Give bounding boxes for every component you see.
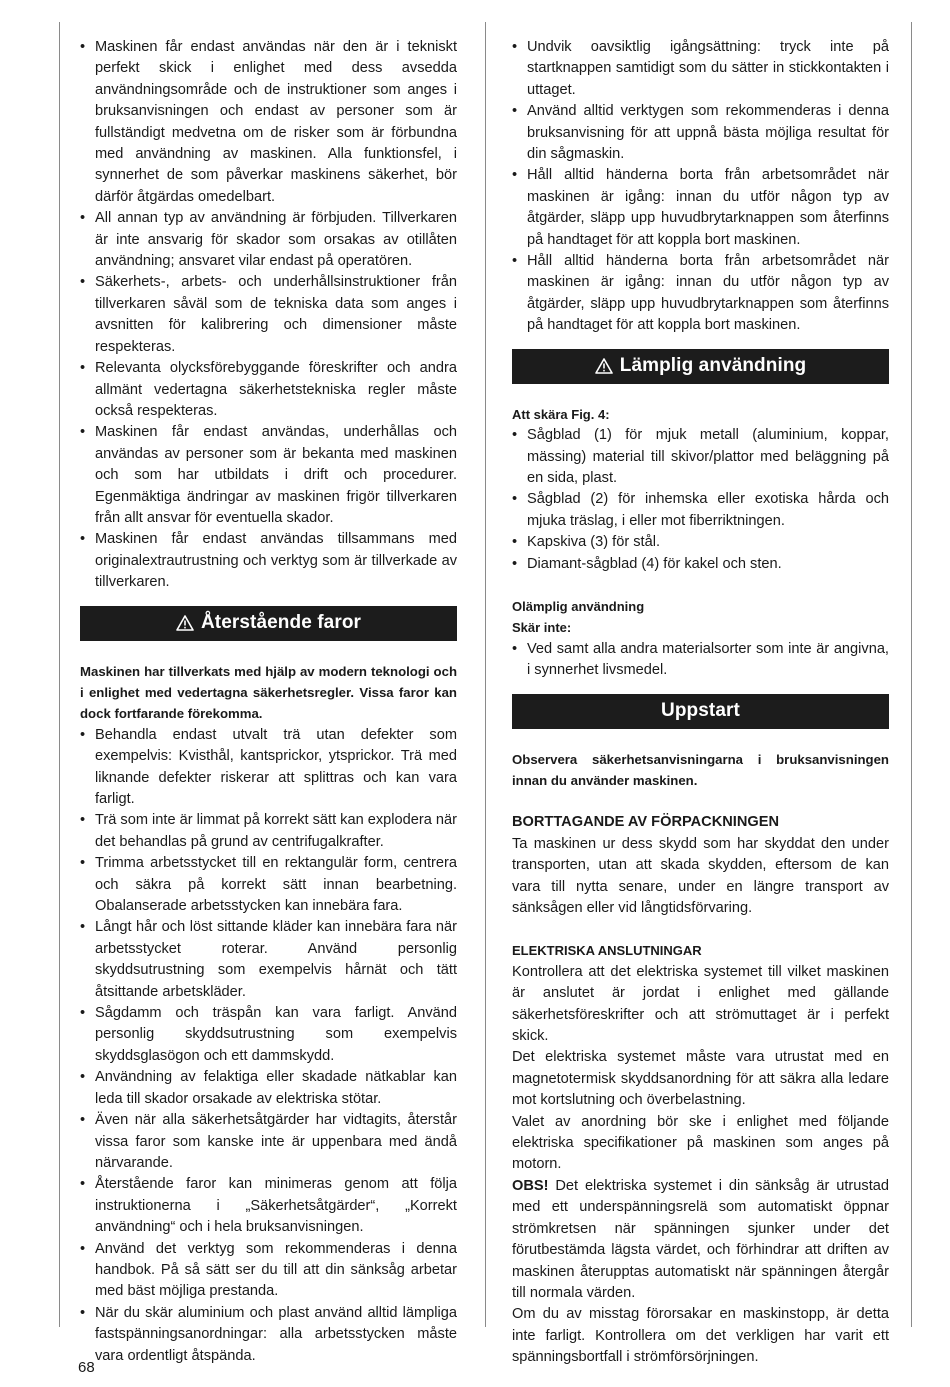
list-item: • När du skär aluminium och plast använd alltid lämpliga fastspänningsanordningar: alla arbetsstycken måste vara ordentligt åtspända. [80, 1303, 457, 1367]
list-item: • Kapskiva (3) för stål. [512, 532, 889, 553]
safety-bullet-list-continued [512, 37, 889, 337]
safety-bullet-list [80, 37, 457, 594]
list-item: • Även när alla säkerhetsåtgärder har vidtagits, återstår vissa faror som kanske inte är uppenbara med ändå närvarande. [80, 1110, 457, 1174]
warning-triangle-icon [176, 615, 194, 631]
list-item: • Trimma arbetsstycket till en rektangulär form, centrera och säkra på korrekt sätt innan bearbetning. Obalanserade arbetsstycken kan innebära fara. [80, 853, 457, 917]
list-item: • Använd alltid verktygen som rekommenderas i denna bruksanvisning för att uppnå bästa möjliga resultat för din sågmaskin. [512, 101, 889, 165]
do-not-cut-label: Skär inte: [512, 620, 572, 636]
residual-intro: Maskinen har tillverkats med hjälp av modern teknologi och i enlighet med vedertagna säkerhetsregler. Vissa faror kan dock fortfarande förekomma. [80, 663, 457, 722]
list-item: • Maskinen får endast användas, underhållas och användas av personer som är bekanta med maskinen och som har utbildats i drift och procedurer. Egenmäktiga ändringar av maskinen frigör tillverkaren från allt ansvar för eventuella skador. [80, 422, 457, 529]
list-item: • Behandla endast utvalt trä utan defekter som exempelvis: Kvisthål, kantsprickor, ytsprickor. Trä med liknande defekter riskerar att splittras och kan vara farligt. [80, 725, 457, 811]
list-item: • Maskinen får endast användas tillsammans med originalextrautrustning och verktyg som är tillverkade av tillverkaren. [80, 529, 457, 593]
startup-intro: Observera säkerhetsanvisningarna i bruksanvisningen innan du använder maskinen. [512, 751, 889, 788]
list-item: • Långt hår och löst sittande kläder kan innebära fara när arbetsstycket roterar. Använd personlig skyddsutrustning som exempelvis hårnät och tätt åtsittande arbetskläder. [80, 917, 457, 1003]
right-margin-rule [911, 22, 912, 1327]
list-item: • Användning av felaktiga eller skadade nätkablar kan leda till skador orsakade av elektriska stötar. [80, 1067, 457, 1110]
left-margin-rule [59, 22, 60, 1327]
list-item: • Sågblad (2) för inhemska eller exotiska hårda och mjuka träslag, i eller mot fiberriktningen. [512, 489, 889, 532]
unpacking-text: Ta maskinen ur dess skydd som har skyddat den under transporten, utan att skada skydden, eftersom de kan vara till nytta senare, under en längre transport av sänksågen eller vid långtidsförvaring. [512, 835, 889, 916]
section-title: Uppstart [661, 700, 740, 722]
list-item: • Säkerhets-, arbets- och underhållsinstruktioner från tillverkaren såväl som de tekniska data som anges i avsnitten för kalibrering och dimensioner måste respekteras. [80, 272, 457, 358]
residual-hazards-header [80, 606, 457, 641]
list-item: • Relevanta olycksförebyggande föreskrifter och andra allmänt vedertagna säkerhetstekniska regler måste också respekteras. [80, 358, 457, 422]
list-item: • Sågdamm och träspån kan vara farligt. Använd personlig skyddsutrustning som exempelvis skyddsglasögon och ett dammskydd. [80, 1003, 457, 1067]
list-item: • Diamant-sågblad (4) för kakel och sten. [512, 554, 889, 575]
list-item: • Sågblad (1) för mjuk metall (aluminium, koppar, mässing) material till skivor/plattor med beläggning på en sida, plast. [512, 425, 889, 489]
section-title: Lämplig användning [619, 355, 807, 377]
list-item: • Håll alltid händerna borta från arbetsområdet när maskinen är igång: innan du utför någon typ av åtgärder, släpp upp huvudbrytarknappen som återfinns på handtaget för att koppla bort maskinen. [512, 165, 889, 251]
cut-subheading: Att skära Fig. 4: [512, 406, 610, 422]
list-item: • Undvik oavsiktlig igångsättning: tryck inte på startknappen samtidigt som du sätter in stickkontakten i uttaget. [512, 37, 889, 101]
improper-use-heading: Olämplig användning [512, 598, 645, 614]
improper-use-list [512, 639, 889, 682]
electrical-heading: ELEKTRISKA ANSLUTNINGAR [512, 943, 702, 959]
obs-label: OBS! [512, 1177, 549, 1194]
warning-triangle-icon [595, 358, 613, 374]
page-number: 68 [78, 1359, 95, 1376]
list-item: • Ved samt alla andra materialsorter som inte är angivna, i synnerhet livsmedel. [512, 639, 889, 682]
list-item: • Trä som inte är limmat på korrekt sätt kan explodera när det behandlas på grund av centrifugalkrafter. [80, 810, 457, 853]
residual-bullet-list [80, 725, 457, 1367]
list-item: • Återstående faror kan minimeras genom att följa instruktionerna i „Säkerhetsåtgärder“, „Korrekt användning“ och i hela bruksanvisningen. [80, 1174, 457, 1238]
electrical-paragraph: Det elektriska systemet måste vara utrustat med en magnetotermisk skyddsanordning för att säkra alla ledare mot kortslutning och överbelastning. [512, 1049, 889, 1109]
startup-header [512, 694, 889, 729]
list-item: • Använd det verktyg som rekommenderas i denna handbok. På så sätt ser du till att din sänksåg arbetar med bäst möjliga prestanda. [80, 1239, 457, 1303]
proper-use-list [512, 425, 889, 575]
right-column [512, 37, 889, 1369]
section-title: Återstående faror [200, 612, 362, 634]
electrical-paragraph: Kontrollera att det elektriska systemet till vilket maskinen är anslutet är jordat i enlighet med gällande säkerhetsföreskrifter och att strömuttaget är i perfekt skick. [512, 963, 889, 1045]
electrical-paragraph: Valet av anordning bör ske i enlighet med följande elektriska specifikationer på maskinen som anges på motorn. [512, 1113, 889, 1173]
obs-text: Det elektriska systemet i din sänksåg är utrustad med ett underspänningsrelä som automatiskt öppnar strömkretsen när spänningen sjunker under det förutbestämda lägsta värdet, och förhindrar att driften av maskinen återupptas automatiskt när spänningen återgår till normala värden. [512, 1177, 889, 1301]
electrical-paragraph: Om du av misstag förorsakar en maskinstopp, är detta inte farligt. Kontrollera om det verkligen har varit ett spänningsbortfall i strömförsörjningen. [512, 1306, 889, 1366]
left-column [80, 37, 457, 1367]
list-item: • All annan typ av användning är förbjuden. Tillverkaren är inte ansvarig för skador som orsakas av otillåten användning; ansvaret vilar endast på operatören. [80, 208, 457, 272]
unpacking-heading: BORTTAGANDE AV FÖRPACKNINGEN [512, 814, 780, 831]
proper-use-header [512, 349, 889, 384]
column-divider-rule [485, 22, 486, 1327]
list-item: • Maskinen får endast användas när den är i tekniskt perfekt skick i enlighet med dess avsedda användningsområde och de instruktioner som anges i bruksanvisningen och endast av personer som är fullständigt medvetna om de risker som är förbundna med användning av maskinen. Alla funktionsfel, i synnerhet de som påverkar maskinens säkerhet, bör därför åtgärdas omedelbart. [80, 37, 457, 208]
list-item: • Håll alltid händerna borta från arbetsområdet när maskinen är igång: innan du utför någon typ av åtgärder, släpp upp huvudbrytarknappen som återfinns på handtaget för att koppla bort maskinen. [512, 251, 889, 337]
obs-paragraph [512, 1176, 889, 1304]
